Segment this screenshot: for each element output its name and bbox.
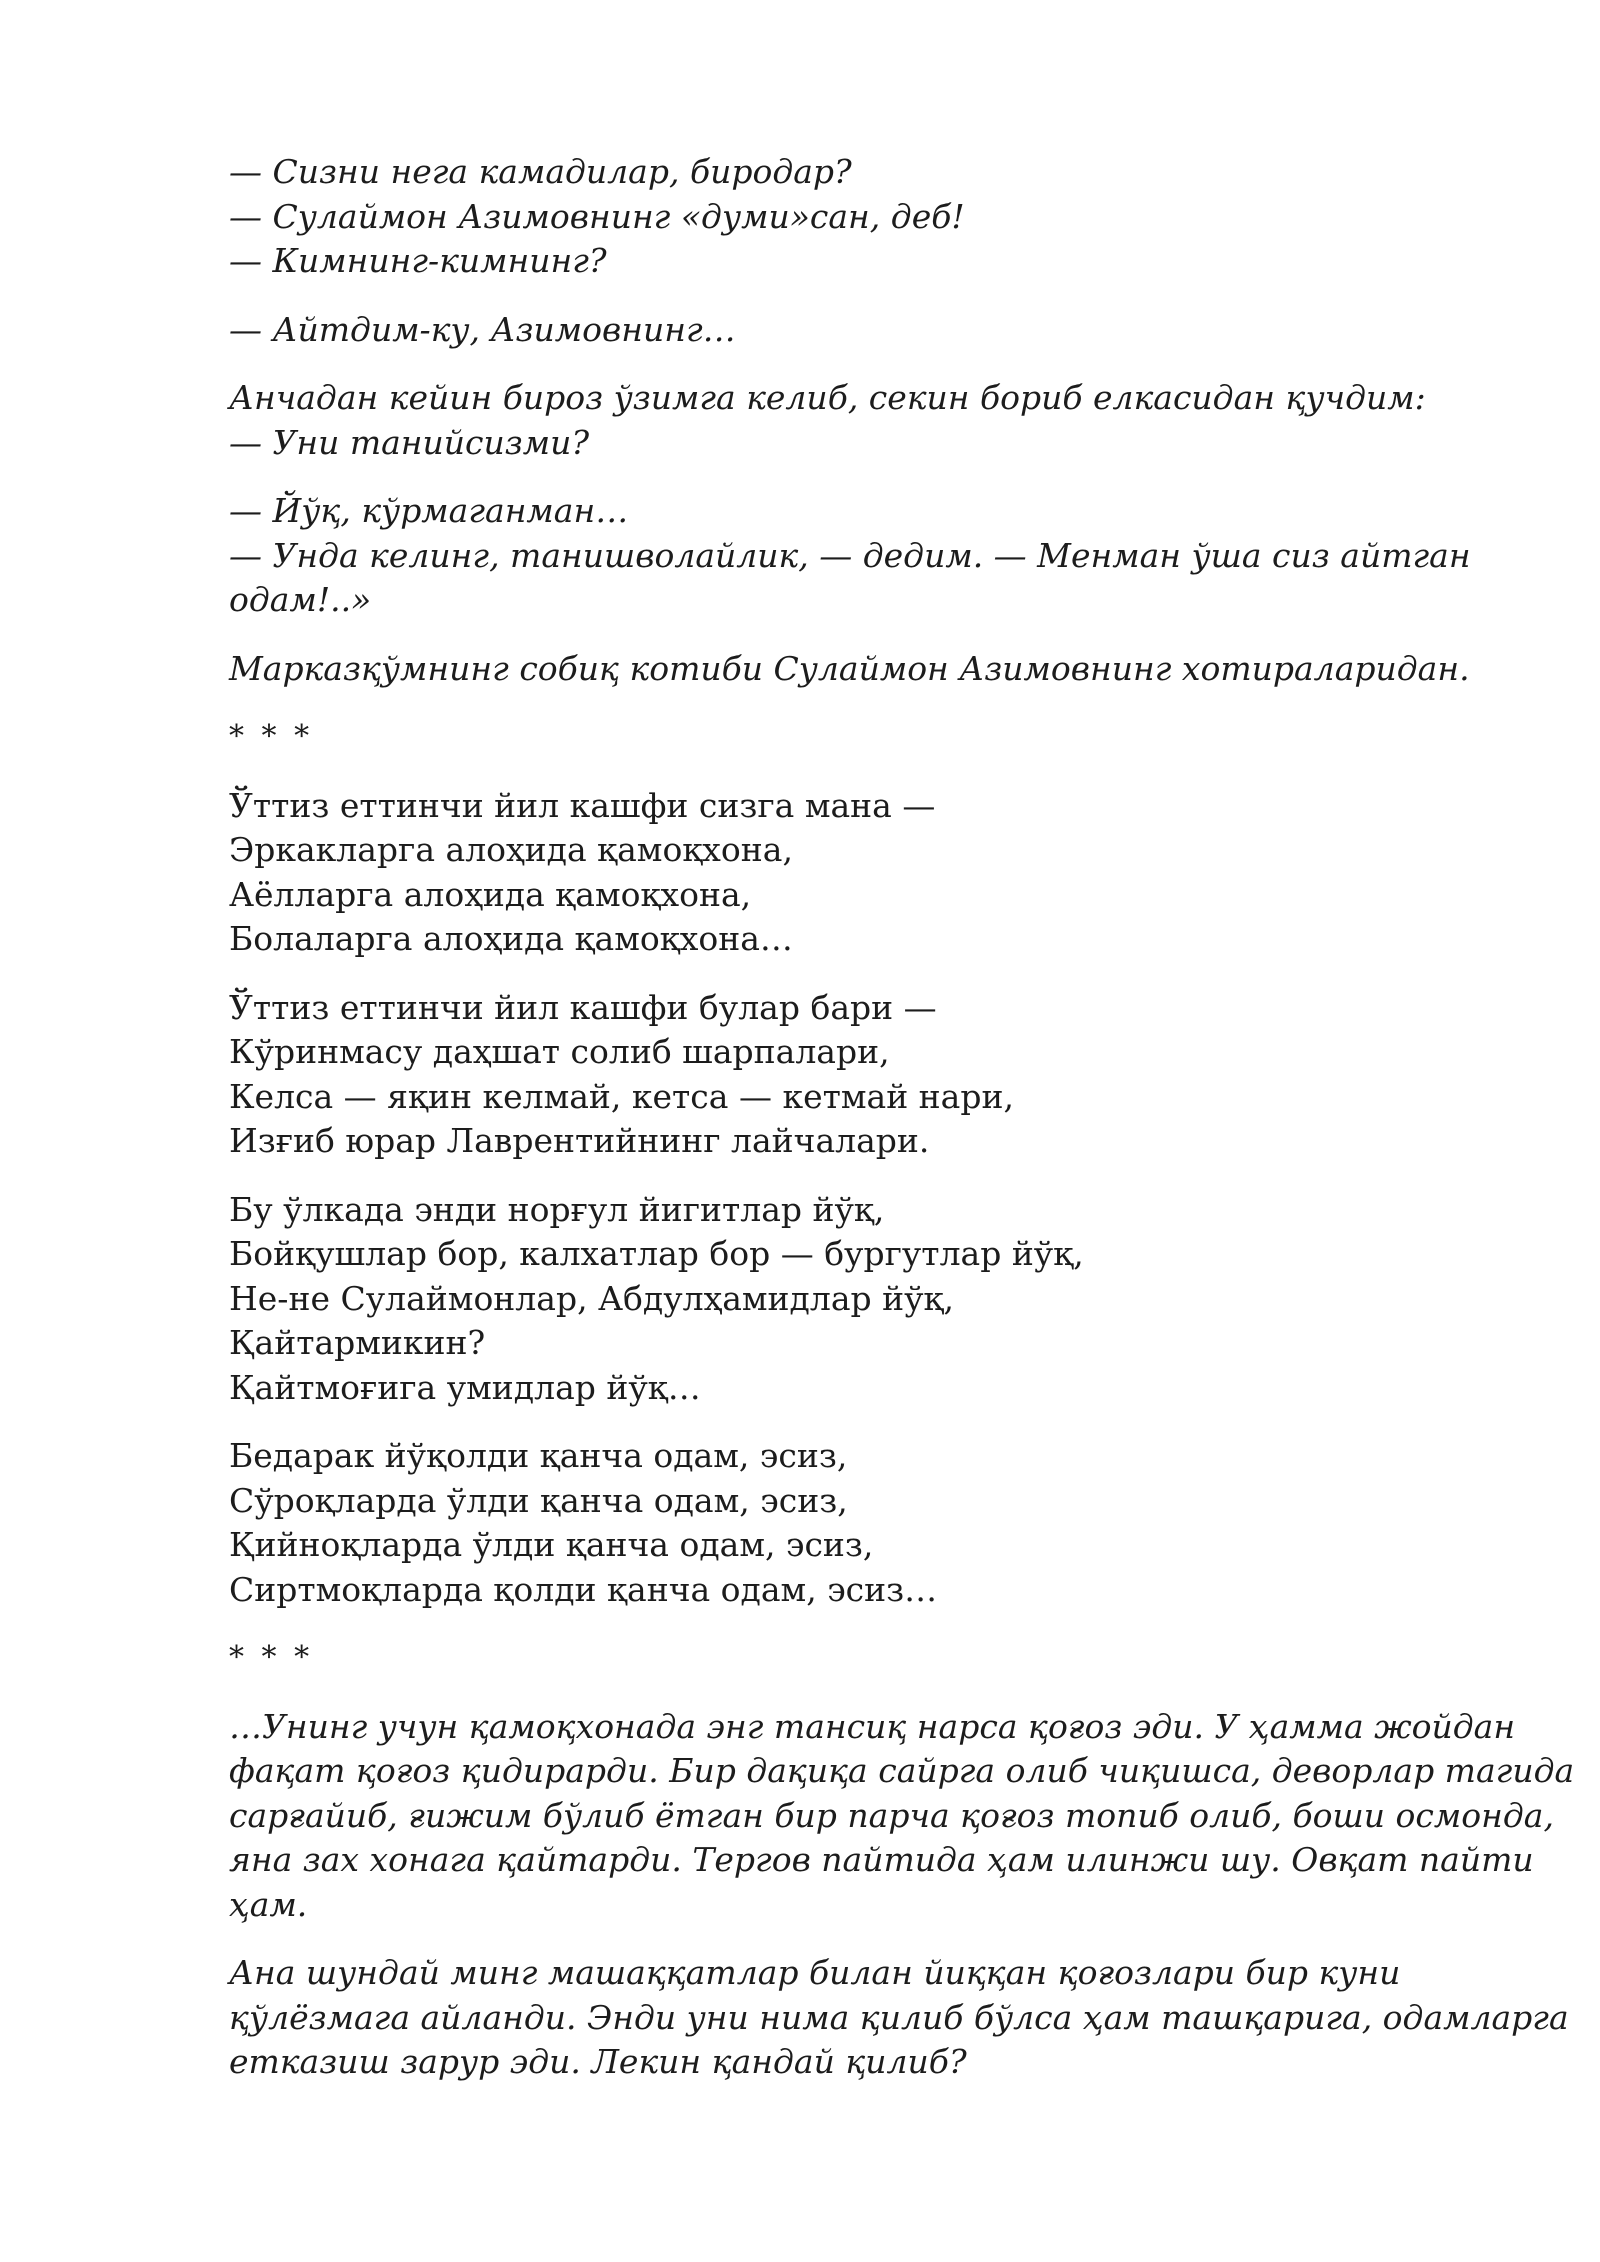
text-line: Анчадан кейин бироз ўзимга келиб, секин бориб елкасидан қучдим: [229,378,1426,417]
text-line: етказиш зарур эди. Лекин қандай қилиб? [229,2042,967,2081]
text-line: — Сулаймон Азимовнинг «думи»сан, деб! [229,196,965,236]
poem-line: Ўттиз еттинчи йил кашфи булар бари — [229,987,937,1027]
text-line: ҳам. [229,1884,308,1924]
text-line: — Йўқ, кўрмаганман… [229,491,629,530]
text-line: — Сизни нега камадилар, биродар? [229,152,852,191]
poem-line: Ўттиз еттинчи йил кашфи сизга мана — [229,785,936,825]
prose-paragraph [229,1951,1569,2085]
text-line: Ана шундай минг машаққатлар билан йиққан қоғозлари бир куни [229,1953,1401,1992]
text-line: фақат қоғоз қидирарди. Бир дақиқа сайрга олиб чиқишса, деворлар тагида [229,1751,1575,1790]
text-line: — Айтдим-ку, Азимовнинг… [229,309,736,349]
poem-line: Не-не Сулаймонлар, Абдулҳамидлар йўқ, [229,1278,955,1318]
poem-line: Қайтмоғига умидлар йўқ… [229,1367,701,1407]
text-line: сарғайиб, ғижим бўлиб ётган бир парча қоғоз топиб олиб, боши осмонда, [229,1795,1554,1835]
text-line: — Кимнинг-кимнинг? [229,241,607,280]
dialogue-block [229,376,1529,465]
poem-line: Бу ўлкада энди норғул йигитлар йўқ, [229,1189,885,1229]
poem-line: Сиртмоқларда қолди қанча одам, эсиз… [229,1569,938,1609]
document-page [229,150,1575,2109]
text-line: Марказқўмнинг собиқ котиби Сулаймон Азимовнинг хотираларидан. [229,648,1470,688]
poem-line: Болаларга алоҳида қамоқхона… [229,919,793,958]
source-attribution [229,647,1529,692]
poem-stanza [229,1434,1529,1612]
poem-line: Аёлларга алоҳида қамоқхона, [229,874,752,914]
dialogue-block [229,489,1529,623]
poem-line: Келса — яқин келмай, кетса — кетмай нари, [229,1076,1014,1116]
dialogue-block [229,308,1529,353]
text-line: яна зах хонага қайтарди. Тергов пайтида ҳам илинжи шу. Овқат пайти [229,1840,1534,1879]
poem-line: Бойқушлар бор, калхатлар бор — бургутлар йўқ, [229,1234,1084,1273]
poem-line: Изғиб юрар Лаврентийнинг лайчалари. [229,1121,930,1160]
poem-line: Бедарак йўқолди қанча одам, эсиз, [229,1436,848,1475]
dialogue-block [229,150,1529,284]
poem-line: Қийноқларда ўлди қанча одам, эсиз, [229,1525,874,1564]
poem-stanza [229,784,1529,962]
poem-stanza [229,1188,1529,1411]
poem-line: Эркакларга алоҳида қамоқхона, [229,830,793,869]
poem-line: Қайтармикин? [229,1323,486,1362]
poem-line: Кўринмасу даҳшат солиб шарпалари, [229,1032,890,1071]
section-separator: * * * [229,719,314,754]
text-line: одам!..» [229,580,372,619]
poem-stanza [229,986,1529,1164]
text-line: …Унинг учун қамоқхонада энг тансиқ нарса қоғоз эди. У ҳамма жойдан [229,1706,1516,1746]
text-line: қўлёзмага айланди. Энди уни нима қилиб бўлса ҳам ташқарига, одамларга [229,1997,1569,2037]
text-line: — Унда келинг, танишволайлик, — дедим. — Менман ўша сиз айтган [229,535,1471,575]
prose-paragraph [229,1705,1575,1928]
section-separator: * * * [229,1640,314,1675]
text-line: — Уни танийсизми? [229,422,590,462]
poem-line: Сўроқларда ўлди қанча одам, эсиз, [229,1480,848,1520]
